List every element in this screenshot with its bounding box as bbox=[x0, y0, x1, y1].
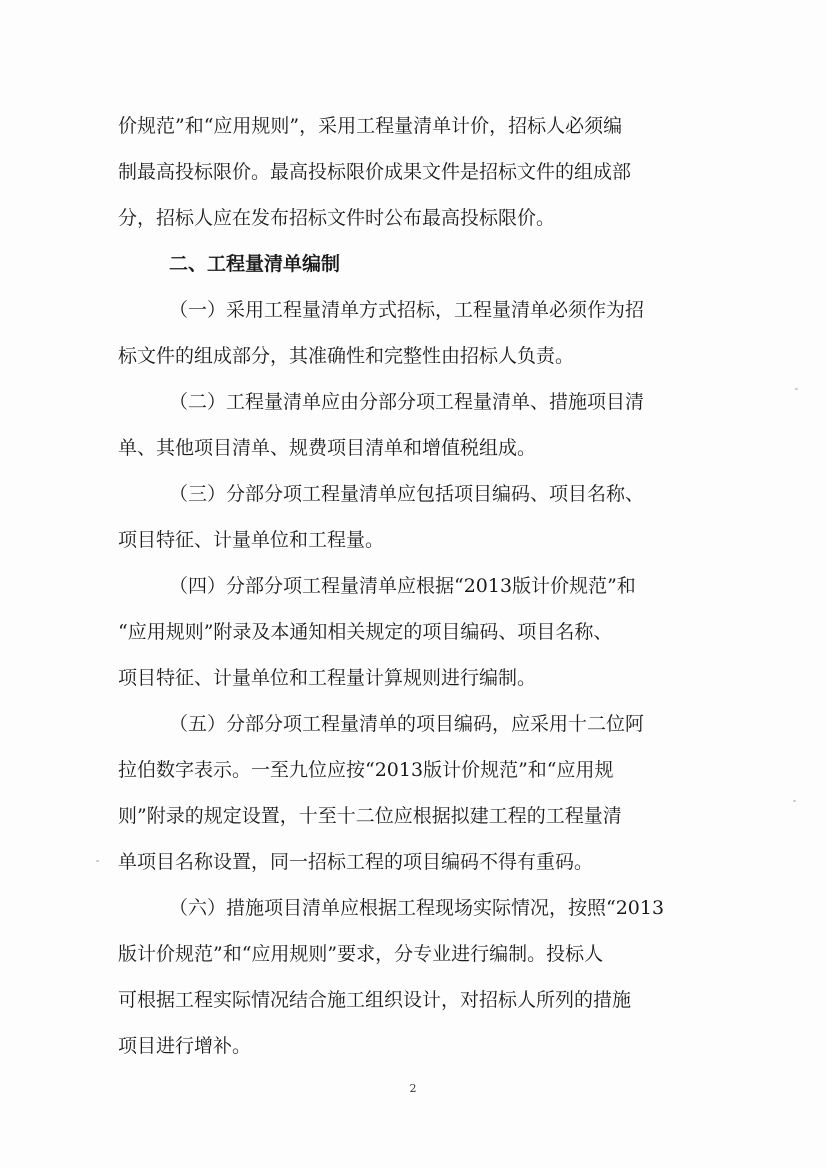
paragraph-first-line: （二）工程量清单应由分部分项工程量清单、措施项目清 bbox=[169, 391, 645, 413]
text-line: 单项目名称设置，同一招标工程的项目编码不得有重码。 bbox=[118, 851, 594, 873]
text-line: 项目进行增补。 bbox=[118, 1035, 252, 1057]
text-line: 项目特征、计量单位和工程量。 bbox=[118, 529, 385, 551]
text-line: “应用规则”附录及本通知相关规定的项目编码、项目名称、 bbox=[118, 621, 613, 643]
scan-speck bbox=[96, 860, 99, 862]
scan-speck bbox=[795, 388, 798, 390]
paragraph-first-line: （六）措施项目清单应根据工程现场实际情况，按照“2013 bbox=[169, 897, 665, 919]
body-text bbox=[118, 103, 716, 1069]
paragraph-first-line: （三）分部分项工程量清单应包括项目编码、项目名称、 bbox=[169, 483, 645, 505]
text-line: 标文件的组成部分，其准确性和完整性由招标人负责。 bbox=[118, 345, 575, 367]
text-line: 分，招标人应在发布招标文件时公布最高投标限价。 bbox=[118, 207, 556, 229]
text-line: 则”附录的规定设置，十至十二位应根据拟建工程的工程量清 bbox=[118, 805, 622, 827]
section-heading: 二、工程量清单编制 bbox=[169, 253, 341, 275]
scan-speck bbox=[793, 800, 796, 802]
text-line: 制最高投标限价。最高投标限价成果文件是招标文件的组成部 bbox=[118, 161, 632, 183]
page-number: 2 bbox=[409, 1082, 417, 1095]
text-line: 版计价规范”和“应用规则”要求，分专业进行编制。投标人 bbox=[118, 943, 604, 965]
text-line: 可根据工程实际情况结合施工组织设计，对招标人所列的措施 bbox=[118, 989, 632, 1011]
paragraph-first-line: （五）分部分项工程量清单的项目编码，应采用十二位阿 bbox=[169, 713, 645, 735]
text-line: 单、其他项目清单、规费项目清单和增值税组成。 bbox=[118, 437, 537, 459]
paragraph-first-line: （四）分部分项工程量清单应根据“2013版计价规范”和 bbox=[169, 575, 636, 597]
text-line: 价规范”和“应用规则”，采用工程量清单计价，招标人必须编 bbox=[118, 115, 623, 137]
text-line: 拉伯数字表示。一至九位应按“2013版计价规范”和“应用规 bbox=[118, 759, 614, 781]
text-line: 项目特征、计量单位和工程量计算规则进行编制。 bbox=[118, 667, 537, 689]
paragraph-first-line: （一）采用工程量清单方式招标，工程量清单必须作为招 bbox=[169, 299, 645, 321]
